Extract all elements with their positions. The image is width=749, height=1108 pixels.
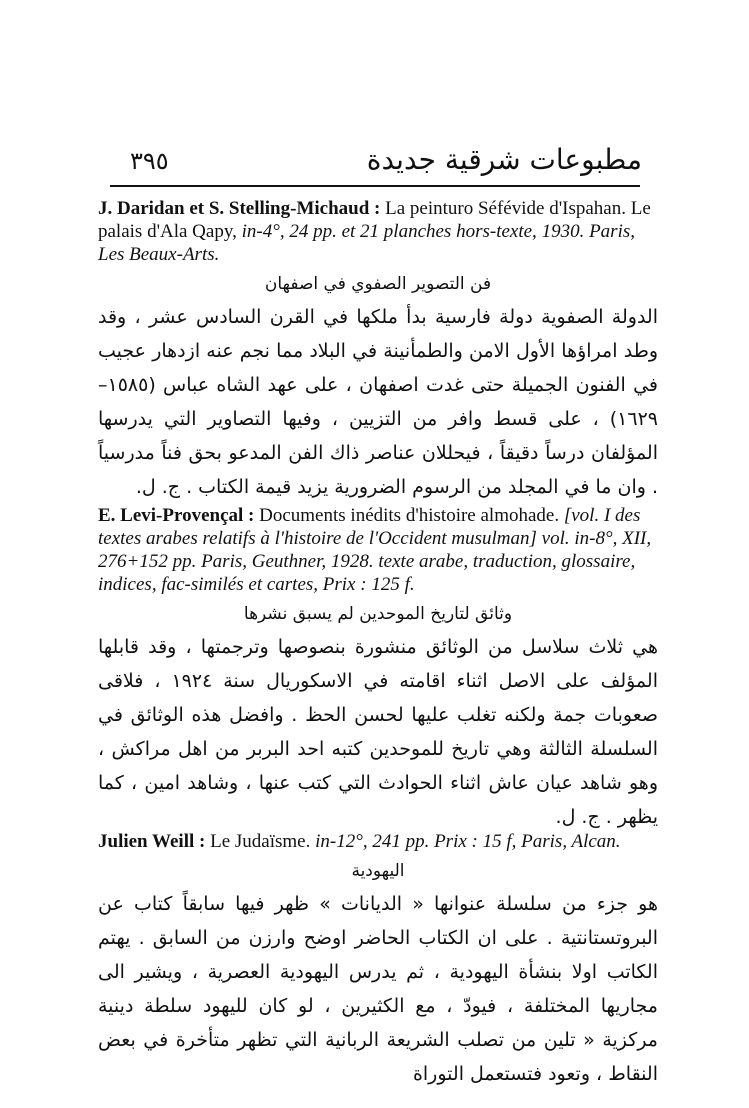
year-place: Paris, Alcan. (521, 831, 621, 852)
bibliographic-citation (98, 197, 658, 266)
arabic-title: فن التصوير الصفوي في اصفهان (264, 274, 492, 294)
running-title: مطبوعات شرقية جديدة (366, 143, 642, 176)
extra-info: texte arabe, traduction, glossaire, indices, fac-similés et cartes, Prix : 125 f. (98, 551, 636, 595)
review-text (98, 887, 658, 1091)
review-weill (98, 830, 658, 1091)
work-title: La peinturo Séfévide d'Ispahan. Le palais d'Ala Qapy, (98, 198, 651, 242)
review-body: هو جزء من سلسلة عنوانها « الديانات » ظهر فيها سابقاً كتاب عن البروتستانتية . على ان الكتاب الحاضر اوضح وارزن من السابق . يهتم الكاتب اولا بنشأة اليهودية ، ثم يدرس اليهودية العصرية ، ويشير الى مجاريها المختلفة ، فيودّ ، مع الكثيرين ، لو كان لليهود سلطة دينية مركزية « تلين من تصلب الشريعة الربانية التي تظهر متأخرة في بعض النقاط ، وتعود فتستعمل التوراة (98, 893, 658, 1085)
reviewer-initials: ج. ل. (135, 476, 181, 498)
header-rule (110, 185, 640, 187)
series: [vol. I des textes arabes relatifs à l'histoire de l'Occident musulman] (98, 505, 641, 549)
reviewer-initials: ج. ل. (555, 806, 600, 828)
review-body: الدولة الصفوية دولة فارسية بدأ ملكها في القرن السادس عشر ، وقد وطد امراؤها الأول الامن والطمأنينة في البلاد مما نجم عنه ازدهار عجيب في الفنون الجميلة حتى غدت اصفهان ، على عهد الشاه عباس (١٥٨٥–١٦٢٩) ، على قسط وافر من التزيين ، وفيها التصاوير التي يدرسها المؤلفان درساً دقيقاً ، فيحللان عناصر ذاك الفن المدعو بحق فناً مدرسياً . وان ما في المجلد من الرسوم الضرورية يزيد قيمة الكتاب . (98, 306, 658, 498)
arabic-title: وثائق لتاريخ الموحدين لم يسبق نشرها (243, 604, 513, 624)
work-title: Le Judaïsme. (210, 831, 311, 852)
year-place: 1930. Paris, Les Beaux-Arts. (98, 221, 635, 265)
plates: et 21 planches hors-texte, (341, 221, 537, 242)
review-body: هي ثلاث سلاسل من الوثائق منشورة بنصوصها وترجمتها ، وقد قابلها المؤلف على الاصل اثناء اقامته في الاسكوريال سنة ١٩٢٤ ، فلاقى صعوبات جمة ولكنه تغلب عليها لحسن الحظ . وافضل هذه الوثائق في السلسلة الثالثة وهي تاريخ للموحدين كتبه احد البربر من اهل مراكش ، وهو شاهد عيان عاش اثناء الحوادث التي كتب عنها ، وشاهد امين ، كما يظهر . (98, 636, 658, 828)
review-text (98, 630, 658, 834)
bibliographic-citation (98, 830, 658, 853)
work-title: Documents inédits d'histoire almohade. (259, 505, 560, 526)
author: Julien Weill : (98, 831, 206, 852)
format: vol. in-8°, XII, 276+152 pp. Paris, Geuthner, 1928. (98, 528, 652, 572)
author: E. Levi-Provençal : (98, 505, 255, 526)
page-number: ٣٩٥ (130, 147, 169, 175)
pages: 24 pp. (289, 221, 337, 242)
page-header (130, 143, 642, 183)
review-text (98, 300, 658, 504)
author: J. Daridan et S. Stelling-Michaud : (98, 198, 381, 219)
arabic-title: اليهودية (351, 861, 405, 881)
format: in-12°, 241 pp. Prix : 15 f, (315, 831, 517, 852)
review-levi-provencal (98, 504, 658, 834)
review-daridan (98, 197, 658, 504)
bibliographic-citation (98, 504, 658, 596)
format: in-4°, (241, 221, 285, 242)
